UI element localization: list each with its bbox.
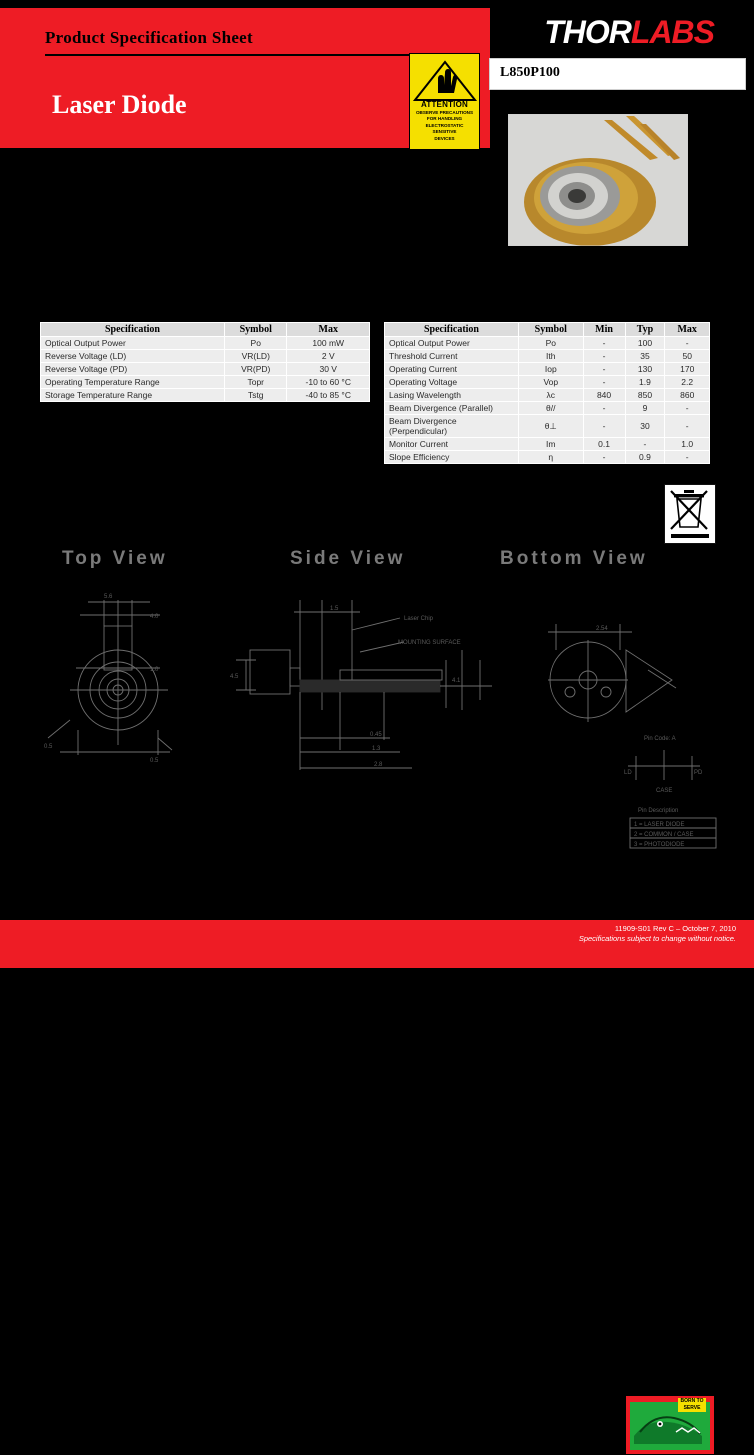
cell-typ: 30 <box>625 415 665 438</box>
cell-typ: 0.9 <box>625 451 665 464</box>
col-specification: Specification <box>385 323 519 337</box>
cell-min: - <box>583 402 625 415</box>
table-header-row <box>41 323 370 337</box>
cell-max: - <box>665 402 710 415</box>
bottom-view-label: Bottom View <box>500 548 648 569</box>
col-typ: Typ <box>625 323 665 337</box>
table-row <box>385 337 710 350</box>
table-row <box>385 350 710 363</box>
table-row <box>41 389 370 402</box>
svg-text:CASE: CASE <box>656 788 673 794</box>
svg-text:3 = PHOTODIODE: 3 = PHOTODIODE <box>634 842 685 848</box>
cell-spec: Operating Current <box>385 363 519 376</box>
absolute-maximum-ratings-table <box>40 322 370 402</box>
cell-min: - <box>583 337 625 350</box>
cell-symbol: VR(PD) <box>225 363 287 376</box>
cell-spec: Beam Divergence (Parallel) <box>385 402 519 415</box>
svg-text:1.3: 1.3 <box>372 746 381 752</box>
col-max: Max <box>287 323 370 337</box>
table-row <box>385 402 710 415</box>
svg-text:2.8: 2.8 <box>374 762 383 768</box>
cell-symbol: λc <box>519 389 584 402</box>
cell-spec: Optical Output Power <box>41 337 225 350</box>
cell-spec: Beam Divergence (Perpendicular) <box>385 415 519 438</box>
table-row <box>385 376 710 389</box>
logo-labs-text: LABS <box>630 14 714 50</box>
document-revision: 11909-S01 Rev C – October 7, 2010 <box>614 924 736 933</box>
laser-diode-photo-illustration <box>508 114 688 246</box>
cell-min: - <box>583 363 625 376</box>
footer-disclaimer: Specifications subject to change without notice. <box>578 934 736 943</box>
table-row <box>385 389 710 402</box>
table-row <box>385 363 710 376</box>
cell-spec: Slope Efficiency <box>385 451 519 464</box>
cell-max: 2 V <box>287 350 370 363</box>
cell-max: -40 to 85 °C <box>287 389 370 402</box>
cell-typ: 850 <box>625 389 665 402</box>
cell-spec: Lasing Wavelength <box>385 389 519 402</box>
svg-text:2 = COMMON / CASE: 2 = COMMON / CASE <box>634 832 694 838</box>
svg-text:4.5: 4.5 <box>230 674 239 680</box>
cell-symbol: Po <box>225 337 287 350</box>
cell-min: - <box>583 350 625 363</box>
cell-typ: 1.9 <box>625 376 665 389</box>
col-specification: Specification <box>41 323 225 337</box>
table-row <box>385 451 710 464</box>
header-divider <box>45 54 443 56</box>
cell-max: - <box>665 337 710 350</box>
specifications-table <box>384 322 710 464</box>
svg-text:LD: LD <box>624 770 632 776</box>
svg-text:2.54: 2.54 <box>596 626 608 632</box>
esd-line-3: ELECTROSTATIC <box>425 122 464 128</box>
cell-symbol: θ⊥ <box>519 415 584 438</box>
top-view-label: Top View <box>62 548 168 569</box>
svg-text:PD: PD <box>694 770 703 776</box>
cell-max: 860 <box>665 389 710 402</box>
cell-min: - <box>583 376 625 389</box>
cell-spec: Reverse Voltage (PD) <box>41 363 225 376</box>
product-name: Laser Diode <box>52 90 187 119</box>
cell-typ: 35 <box>625 350 665 363</box>
sticker-badge: BORN TO SERVE <box>678 1398 706 1412</box>
cell-max: -10 to 60 °C <box>287 376 370 389</box>
svg-text:Laser Chip: Laser Chip <box>404 616 434 622</box>
table-row <box>41 337 370 350</box>
cell-symbol: Tstg <box>225 389 287 402</box>
part-number: L850P100 <box>500 65 560 80</box>
recycle-sticker <box>625 1395 715 1455</box>
esd-body-text <box>410 110 479 142</box>
cell-symbol: VR(LD) <box>225 350 287 363</box>
cell-typ: 130 <box>625 363 665 376</box>
cell-max: - <box>665 451 710 464</box>
table-row <box>385 415 710 438</box>
esd-line-2: FOR HANDLING <box>426 116 463 122</box>
part-number-box <box>489 58 746 90</box>
esd-triangle-hand-icon <box>412 59 478 103</box>
table-row <box>41 376 370 389</box>
cell-typ: 9 <box>625 402 665 415</box>
col-min: Min <box>583 323 625 337</box>
svg-text:0.45: 0.45 <box>370 732 382 738</box>
svg-text:0.5: 0.5 <box>150 758 159 764</box>
weee-bin-svg <box>665 485 713 535</box>
cell-symbol: Iop <box>519 363 584 376</box>
page-title: Product Specification Sheet <box>45 28 253 47</box>
cell-spec: Storage Temperature Range <box>41 389 225 402</box>
cell-symbol: Po <box>519 337 584 350</box>
cell-symbol: η <box>519 451 584 464</box>
cell-min: 840 <box>583 389 625 402</box>
table-row <box>41 350 370 363</box>
cell-symbol: Topr <box>225 376 287 389</box>
svg-text:4.1: 4.1 <box>452 678 461 684</box>
cell-spec: Reverse Voltage (LD) <box>41 350 225 363</box>
weee-underbar <box>671 534 709 538</box>
col-symbol: Symbol <box>225 323 287 337</box>
esd-attention-text: ATTENTION <box>421 100 468 109</box>
esd-line-5: DEVICES <box>434 135 455 141</box>
table-row <box>385 438 710 451</box>
cell-max: 50 <box>665 350 710 363</box>
cell-max: 100 mW <box>287 337 370 350</box>
col-max: Max <box>665 323 710 337</box>
cell-spec: Optical Output Power <box>385 337 519 350</box>
svg-text:1.0: 1.0 <box>150 667 159 673</box>
cell-min: 0.1 <box>583 438 625 451</box>
cell-symbol: Im <box>519 438 584 451</box>
cell-symbol: θ// <box>519 402 584 415</box>
cell-spec: Operating Voltage <box>385 376 519 389</box>
cell-max: - <box>665 415 710 438</box>
table-header-row <box>385 323 710 337</box>
svg-text:1.5: 1.5 <box>330 606 339 612</box>
cell-typ: 100 <box>625 337 665 350</box>
cell-max: 30 V <box>287 363 370 376</box>
svg-text:1 = LASER DIODE: 1 = LASER DIODE <box>634 822 685 828</box>
cell-max: 170 <box>665 363 710 376</box>
table-row <box>41 363 370 376</box>
footer-text-block <box>0 920 754 968</box>
svg-text:4.0: 4.0 <box>150 614 159 620</box>
esd-warning-label <box>409 53 480 150</box>
weee-crossed-bin-icon <box>664 484 716 544</box>
cell-spec: Threshold Current <box>385 350 519 363</box>
col-symbol: Symbol <box>519 323 584 337</box>
product-photo <box>508 114 688 246</box>
drawings-svg <box>0 540 754 910</box>
svg-text:Pin Description: Pin Description <box>638 808 679 814</box>
svg-text:5.6: 5.6 <box>104 594 113 600</box>
svg-text:0.5: 0.5 <box>44 744 53 750</box>
svg-text:MOUNTING SURFACE: MOUNTING SURFACE <box>398 640 461 646</box>
svg-text:Pin Code: A: Pin Code: A <box>644 736 676 742</box>
cell-spec: Monitor Current <box>385 438 519 451</box>
cell-typ: - <box>625 438 665 451</box>
cell-symbol: Vop <box>519 376 584 389</box>
cell-min: - <box>583 415 625 438</box>
footer-banner <box>0 920 754 968</box>
side-view-label: Side View <box>290 548 406 569</box>
esd-line-4: SENSITIVE <box>432 129 457 135</box>
cell-spec: Operating Temperature Range <box>41 376 225 389</box>
logo-thor-text: THOR <box>544 14 631 50</box>
cell-min: - <box>583 451 625 464</box>
esd-line-1: OBSERVE PRECAUTIONS <box>415 110 474 115</box>
cell-symbol: Ith <box>519 350 584 363</box>
cell-max: 2.2 <box>665 376 710 389</box>
cell-max: 1.0 <box>665 438 710 451</box>
thorlabs-logo <box>544 14 714 51</box>
